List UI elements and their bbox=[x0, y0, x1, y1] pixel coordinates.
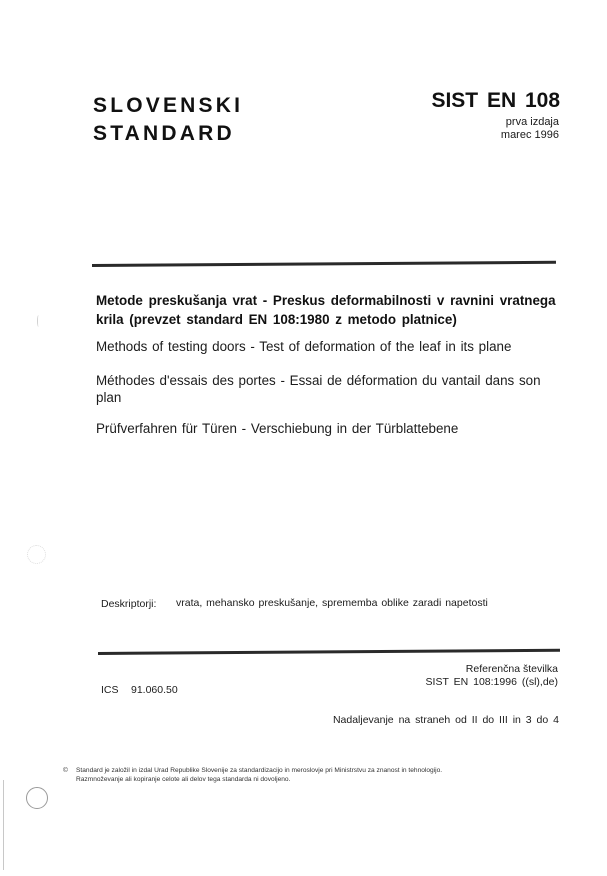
standard-code: SIST EN 108 bbox=[431, 89, 560, 112]
ics-label: ICS bbox=[101, 684, 119, 696]
publisher-line-2: STANDARD bbox=[93, 122, 235, 145]
reference-label: Referenčna številka bbox=[465, 663, 558, 675]
punch-hole-faint bbox=[27, 545, 46, 564]
divider-rule-bottom bbox=[98, 649, 560, 655]
divider-rule-top bbox=[92, 261, 556, 267]
publication-date: marec 1996 bbox=[500, 129, 559, 141]
descriptors-label: Deskriptorji: bbox=[101, 598, 157, 610]
title-slovenian: Metode preskušanja vrat - Preskus deformabilnosti v ravnini vratnega krila (prevzet standard EN 108:1980 z metodo platnice) bbox=[96, 293, 556, 327]
scan-speck bbox=[37, 315, 40, 327]
copyright-symbol: © bbox=[63, 767, 68, 774]
title-french: Méthodes d'essais des portes - Essai de déformation du vantail dans son plan bbox=[96, 373, 541, 405]
copyright-notice-line-1: Standard je založil in izdal Urad Republike Slovenije za standardizacijo in meroslovje pri Ministrstvu za znanost in tehnologijo. bbox=[76, 767, 443, 774]
scan-margin-line bbox=[3, 780, 4, 870]
reference-number: SIST EN 108:1996 ((sl),de) bbox=[425, 676, 558, 688]
publisher-line-1: SLOVENSKI bbox=[93, 94, 244, 117]
page-continuation-note: Nadaljevanje na straneh od II do III in 3 do 4 bbox=[332, 714, 559, 726]
punch-hole-mark bbox=[26, 787, 48, 809]
copyright-notice-line-2: Razmnoževanje ali kopiranje celote ali delov tega standarda ni dovoljeno. bbox=[76, 776, 291, 783]
edition-label: prva izdaja bbox=[505, 116, 559, 128]
title-english: Methods of testing doors - Test of deformation of the leaf in its plane bbox=[96, 339, 512, 354]
ics-code: 91.060.50 bbox=[131, 684, 178, 696]
title-german: Prüfverfahren für Türen - Verschiebung in der Türblattebene bbox=[96, 421, 459, 436]
descriptors-value: vrata, mehansko preskušanje, sprememba oblike zaradi napetosti bbox=[176, 597, 488, 609]
